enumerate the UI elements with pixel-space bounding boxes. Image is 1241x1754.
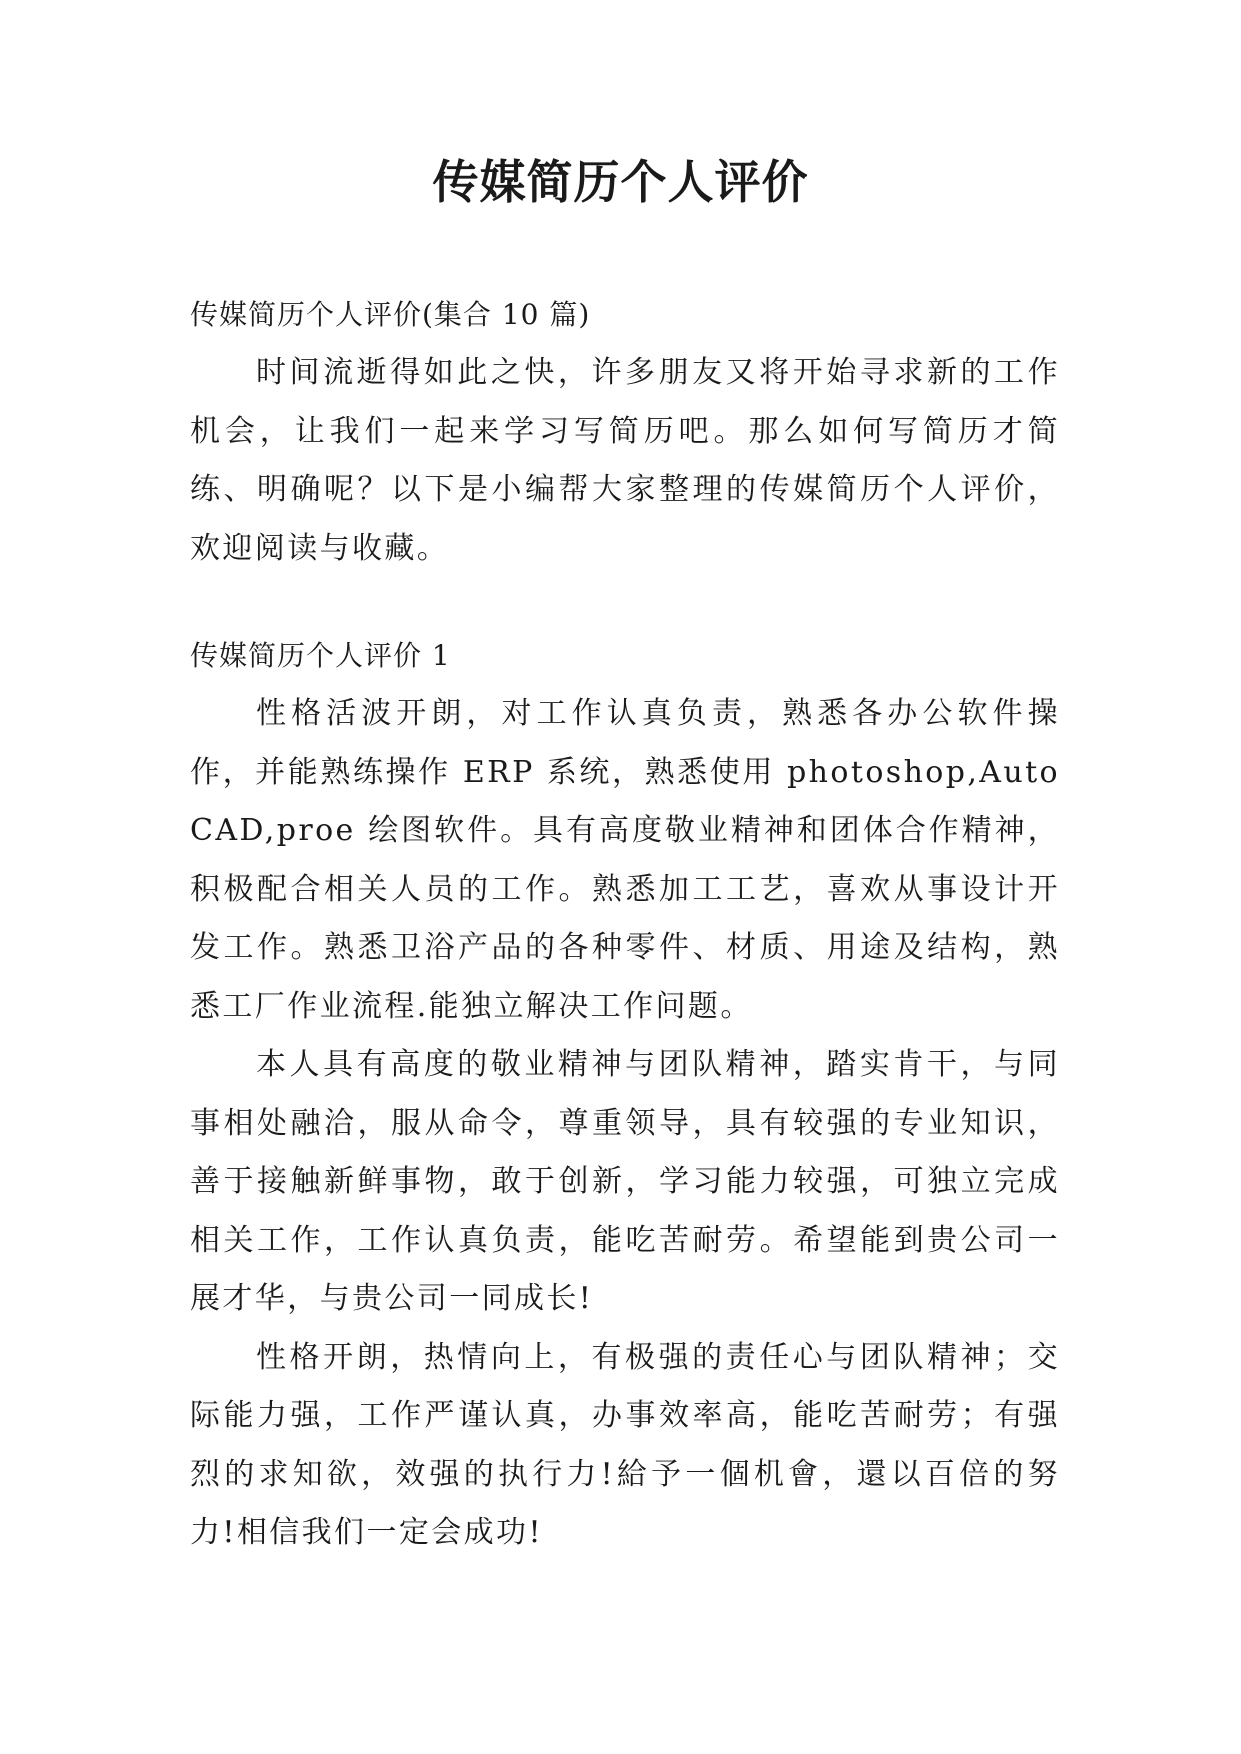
section-paragraph: 本人具有高度的敬业精神与团队精神，踏实肯干，与同事相处融洽，服从命令，尊重领导，具有较强的专业知识，善于接触新鲜事物，敢于创新，学习能力较强，可独立完成相关工作，工作认真负责，能吃苦耐劳。希望能到贵公司一展才华，与贵公司一同成长! [190,1047,1060,1316]
section-heading: 传媒简历个人评价 1 [190,639,451,672]
intro-paragraph: 时间流逝得如此之快，许多朋友又将开始寻求新的工作机会，让我们一起来学习写简历吧。那么如何写简历才简练、明确呢？以下是小编帮大家整理的传媒简历个人评价，欢迎阅读与收藏。 [190,355,1060,566]
document-subtitle: 传媒简历个人评价(集合 10 篇) [190,298,591,331]
document-title: 传媒简历个人评价 [432,155,809,209]
section-paragraph: 性格开朗，热情向上，有极强的责任心与团队精神；交际能力强，工作严谨认真，办事效率高，能吃苦耐劳；有强烈的求知欲，效强的执行力!給予一個机會，還以百倍的努力!相信我们一定会成功! [190,1339,1060,1550]
document-body [190,286,1060,1563]
section-paragraph: 性格活波开朗，对工作认真负责，熟悉各办公软件操作，并能熟练操作 ERP 系统，熟悉使用 photoshop,AutoCAD,proe 绘图软件。具有高度敬业精神和团体合作精神，积极配合相关人员的工作。熟悉加工工艺，喜欢从事设计开发工作。熟悉卫浴产品的各种零件、材质、用途及结构，熟悉工厂作业流程.能独立解决工作问题。 [190,696,1060,1024]
